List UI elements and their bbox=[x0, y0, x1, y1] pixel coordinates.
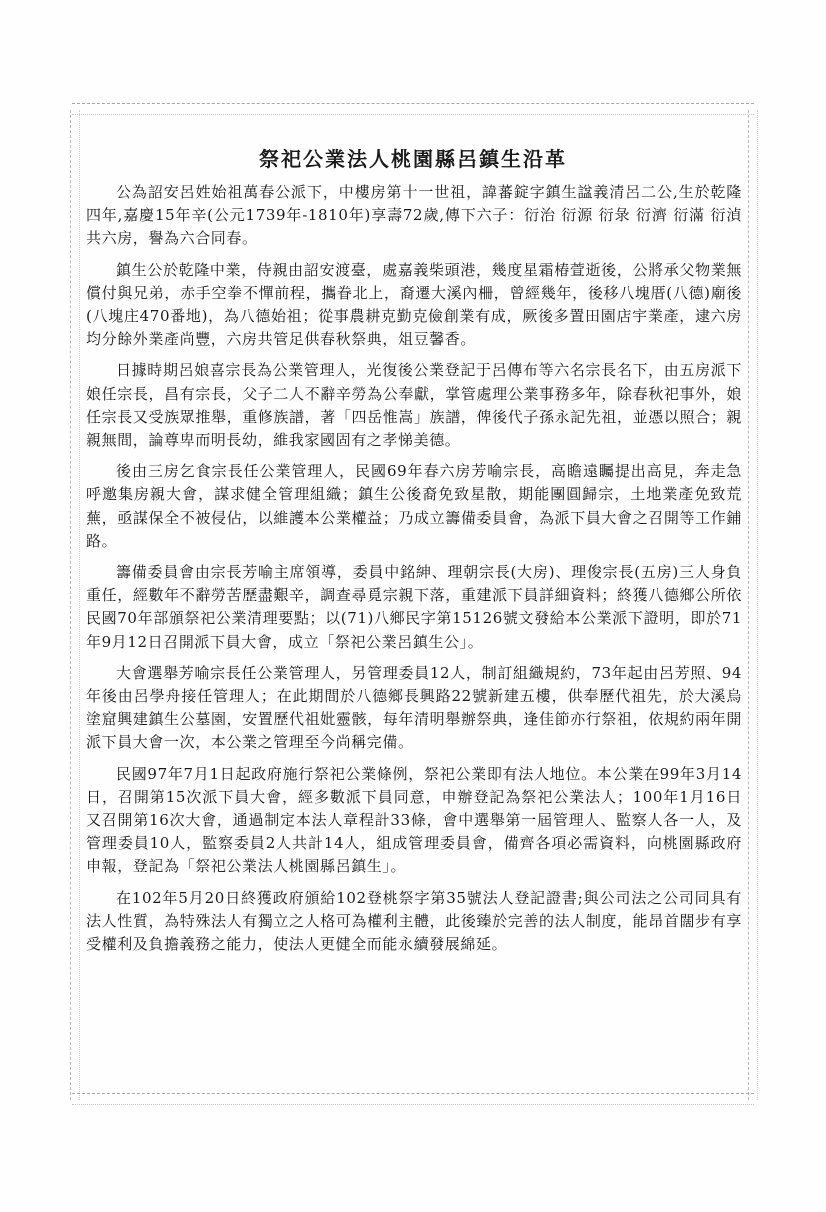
paragraph-1: 公為詔安呂姓始祖萬春公派下，中樓房第十一世祖，諱蕃錠字鎮生諡義清呂二公,生於乾隆四年,嘉慶15年辛(公元1739年-1810年)享壽72歲,傳下六子：衍治 衍源 衍彔 衍濟 衍滿 衍湞共六房，譽為六合同春。 bbox=[86, 183, 742, 248]
paragraph-8: 在102年5月20日終獲政府頒給102登桃祭字第35號法人登記證書;與公司法之公司同具有法人性質，為特殊法人有獨立之人格可為權利主體，此後臻於完善的法人制度，能昂首闊步有享受權利及負擔義務之能力，使法人更健全而能永續發展綿延。 bbox=[86, 888, 742, 954]
paragraph-2: 鎮生公於乾隆中業，侍親由詔安渡臺，處嘉義柴頭港，幾度星霜椿萱逝後，公將承父物業無償付與兄弟，赤手空拳不憚前程，攜眷北上，裔遷大溪內柵，曾經幾年，後移八塊厝(八德)廟後(八塊庄470番地)，為八德始祖；從事農耕克勤克儉創業有成，厥後多置田園店宇業產，逮六房均分餘外業產尚豐，六房共管足供春秋祭典，俎豆馨香。 bbox=[86, 260, 742, 349]
page-border-top bbox=[72, 103, 754, 115]
paragraph-7: 民國97年7月1日起政府施行祭祀公業條例，祭祀公業即有法人地位。本公業在99年3月14日，召開第15次派下員大會，經多數派下員同意，申辦登記為祭祀公業法人；100年1月16日又召開第16次大會，通過制定本法人章程計33條，會中選舉第一屆管理人、監察人各一人，及管理委員10人，監察委員2人共計14人，組成管理委員會，備齊各項必需資料，向桃園縣政府申報，登記為「祭祀公業法人桃園縣呂鎮生」。 bbox=[86, 764, 742, 876]
page-border-bottom bbox=[72, 1093, 754, 1105]
page-border-left bbox=[70, 110, 80, 1100]
document-title: 祭祀公業法人桃園縣呂鎮生沿革 bbox=[259, 147, 567, 171]
page-border-right bbox=[748, 110, 758, 1100]
paragraph-6: 大會選舉芳喻宗長任公業管理人，另管理委員12人，制訂組織規約，73年起由呂芳照、94年後由呂學舟接任管理人；在此期間於八德鄉長興路22號新建五樓，供奉歷代祖先，於大溪烏塗窟興建鎮生公墓園，安置歷代祖妣靈骸，每年清明舉辦祭典，逢佳節亦行祭祖，依規約兩年開派下員大會一次，本公業之管理至今尚稱完備。 bbox=[86, 663, 742, 752]
paragraph-5: 籌備委員會由宗長芳喻主席領導，委員中銘紳、理朝宗長(大房)、理俊宗長(五房)三人身負重任，經數年不辭勞苦歷盡艱辛，調查尋覓宗親下落，重建派下員詳細資料；終獲八德鄉公所依民國70年部頒祭祀公業清理要點；以(71)八鄉民字第15126號文發給本公業派下證明，即於71年9月12日召開派下員大會，成立「祭祀公業呂鎮生公」。 bbox=[86, 563, 742, 651]
paragraph-3: 日據時期呂娘喜宗長為公業管理人，光復後公業登記于呂傳布等六名宗長名下，由五房派下娘任宗長，昌有宗長，父子二人不辭辛勞為公奉獻，掌管處理公業事務多年，除春秋祀事外，娘任宗長又受族眾推舉，重修族譜，著「四岳惟嵩」族譜，俾後代子孫永記先祖，並憑以照合；親親無間，論尊卑而明長幼，維我家國固有之孝悌美德。 bbox=[86, 361, 742, 450]
paragraph-4: 後由三房乞食宗長任公業管理人，民國69年春六房芳喻宗長，高瞻遠矚提出高見，奔走急呼邀集房親大會，謀求健全管理組織；鎮生公後裔免致星散，期能團圓歸宗，土地業產免致荒蕪，亟謀保全不被侵佔，以維護本公業權益；乃成立籌備委員會，為派下員大會之召開等工作鋪路。 bbox=[86, 462, 742, 550]
document-body bbox=[86, 181, 742, 964]
